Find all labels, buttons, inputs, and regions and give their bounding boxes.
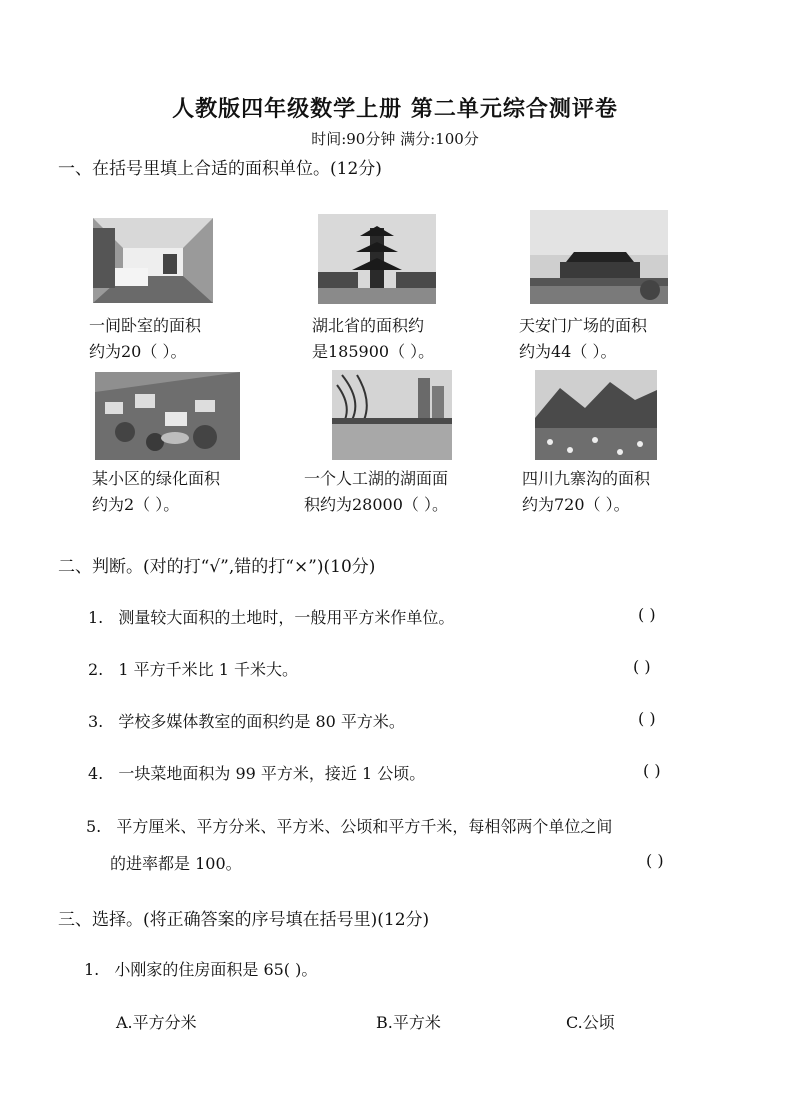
item-text: 一块菜地面积为 99 平方米，接近 1 公顷。 xyxy=(118,764,426,783)
lake-photo xyxy=(332,370,452,460)
judge-item-4 xyxy=(88,761,425,784)
residential-area-photo xyxy=(95,372,240,460)
item-number: 3. xyxy=(88,712,104,731)
option-c[interactable]: C.公顷 xyxy=(566,1013,615,1032)
caption-hubei-line2: 是185900（ ）。 xyxy=(312,342,435,361)
answer-paren-3[interactable]: ( ) xyxy=(638,709,656,728)
caption-tiananmen-line1: 天安门广场的面积 xyxy=(519,316,648,335)
section-1-heading: 一、在括号里填上合适的面积单位。(12分) xyxy=(58,159,382,179)
answer-paren-2[interactable]: ( ) xyxy=(633,657,651,676)
item-number: 4. xyxy=(88,764,104,783)
item-text: 小刚家的住房面积是 65( )。 xyxy=(114,960,318,979)
section-3-heading: 三、选择。(将正确答案的序号填在括号里)(12分) xyxy=(58,910,430,930)
caption-bedroom-line2: 约为20（ ）。 xyxy=(89,342,187,361)
option-a[interactable]: A.平方分米 xyxy=(116,1013,197,1032)
caption-bedroom-line1: 一间卧室的面积 xyxy=(89,316,202,335)
judge-item-2 xyxy=(88,657,298,680)
caption-lake-line1: 一个人工湖的湖面面 xyxy=(304,469,449,488)
tower-photo xyxy=(318,214,436,304)
exam-info: 时间:90分钟 满分:100分 xyxy=(311,130,479,148)
mountain-valley-photo xyxy=(535,370,657,460)
answer-paren-4[interactable]: ( ) xyxy=(643,761,661,780)
judge-item-5 xyxy=(86,814,612,837)
caption-hubei-line1: 湖北省的面积约 xyxy=(312,316,425,335)
item-text: 平方厘米、平方分米、平方米、公顷和平方千米，每相邻两个单位之间 xyxy=(116,817,613,836)
caption-jiuzhaigou-line2: 约为720（ ）。 xyxy=(522,495,630,514)
item-number: 1. xyxy=(88,608,104,627)
page-title: 人教版四年级数学上册 第二单元综合测评卷 xyxy=(172,97,618,122)
choice-question-1 xyxy=(84,957,317,980)
item-number: 2. xyxy=(88,660,104,679)
option-b[interactable]: B.平方米 xyxy=(376,1013,441,1032)
caption-tiananmen-line2: 约为44（ ）。 xyxy=(519,342,617,361)
item-text: 1 平方千米比 1 千米大。 xyxy=(118,660,298,679)
caption-greening-line2: 约为2（ ）。 xyxy=(92,495,180,514)
answer-paren-5[interactable]: ( ) xyxy=(646,851,664,870)
caption-jiuzhaigou-line1: 四川九寨沟的面积 xyxy=(522,469,651,488)
judge-item-1 xyxy=(88,605,454,628)
answer-paren-1[interactable]: ( ) xyxy=(638,605,656,624)
judge-item-5-continued: 的进率都是 100。 xyxy=(110,854,242,873)
section-2-heading: 二、判断。(对的打“√”,错的打“×”)(10分) xyxy=(58,557,376,577)
caption-lake-line2: 积约为28000（ ）。 xyxy=(304,495,448,514)
tiananmen-photo xyxy=(530,210,668,304)
bedroom-photo xyxy=(93,218,213,303)
item-text: 测量较大面积的土地时，一般用平方米作单位。 xyxy=(118,608,455,627)
judge-item-3 xyxy=(88,709,405,732)
caption-greening-line1: 某小区的绿化面积 xyxy=(92,469,221,488)
item-text: 学校多媒体教室的面积约是 80 平方米。 xyxy=(118,712,405,731)
item-number: 5. xyxy=(86,817,102,836)
item-number: 1. xyxy=(84,960,100,979)
